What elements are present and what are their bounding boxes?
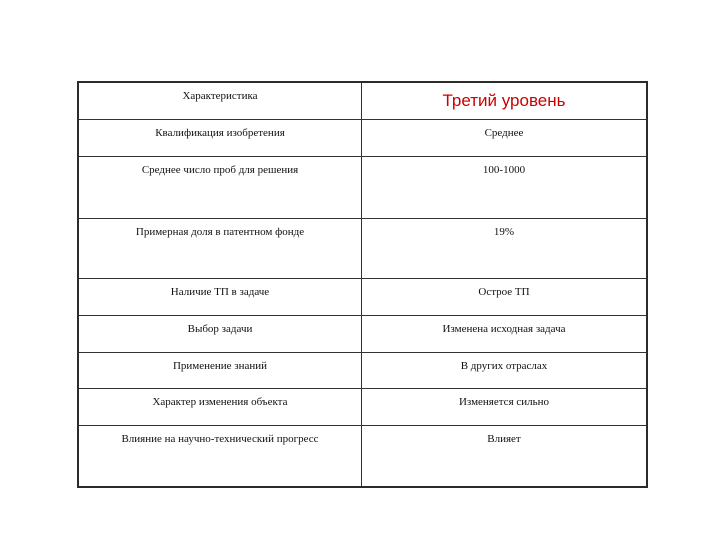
header-label-level: Третий уровень (442, 91, 566, 110)
cell-text: Применение знаний (172, 359, 268, 372)
cell-text: Среднее число проб для решения (141, 163, 299, 176)
cell-text: Наличие ТП в задаче (170, 285, 270, 298)
table-cell-characteristic (78, 425, 362, 487)
table-cell-value (362, 156, 648, 218)
cell-text: Среднее (484, 126, 524, 139)
table-row (78, 425, 647, 487)
table-cell-characteristic (78, 218, 362, 278)
cell-text: 100-1000 (482, 163, 526, 176)
table-cell-characteristic (78, 278, 362, 315)
cell-text: Изменена исходная задача (442, 322, 566, 335)
table-cell-characteristic (78, 315, 362, 352)
header-cell-level (362, 82, 648, 119)
table-row (78, 218, 647, 278)
comparison-table (77, 81, 648, 488)
table-row (78, 315, 647, 352)
table-row (78, 278, 647, 315)
cell-text: Изменяется сильно (458, 395, 550, 408)
table-row (78, 119, 647, 156)
cell-text: Примерная доля в патентном фонде (135, 225, 305, 238)
cell-text: Характер изменения объекта (152, 395, 288, 408)
cell-text: Выбор задачи (187, 322, 253, 335)
header-label-characteristic: Характеристика (182, 90, 258, 102)
table-cell-value (362, 315, 648, 352)
table-row (78, 156, 647, 218)
table-header-row (78, 82, 647, 119)
cell-text: 19% (493, 225, 515, 238)
table-row (78, 352, 647, 388)
table-cell-value (362, 119, 648, 156)
table-row (78, 388, 647, 425)
cell-text: Влияет (487, 432, 521, 445)
cell-text: Квалификация изобретения (155, 126, 285, 139)
header-cell-characteristic (78, 82, 362, 119)
table-cell-characteristic (78, 119, 362, 156)
cell-text: Влияние на научно-технический прогресс (121, 432, 319, 445)
table-cell-value (362, 352, 648, 388)
table-cell-characteristic (78, 352, 362, 388)
table-cell-characteristic (78, 156, 362, 218)
table-cell-value (362, 388, 648, 425)
table-cell-value (362, 218, 648, 278)
table-cell-value (362, 425, 648, 487)
table-cell-value (362, 278, 648, 315)
table-cell-characteristic (78, 388, 362, 425)
cell-text: В других отраслах (460, 359, 548, 372)
cell-text: Острое ТП (478, 285, 530, 298)
